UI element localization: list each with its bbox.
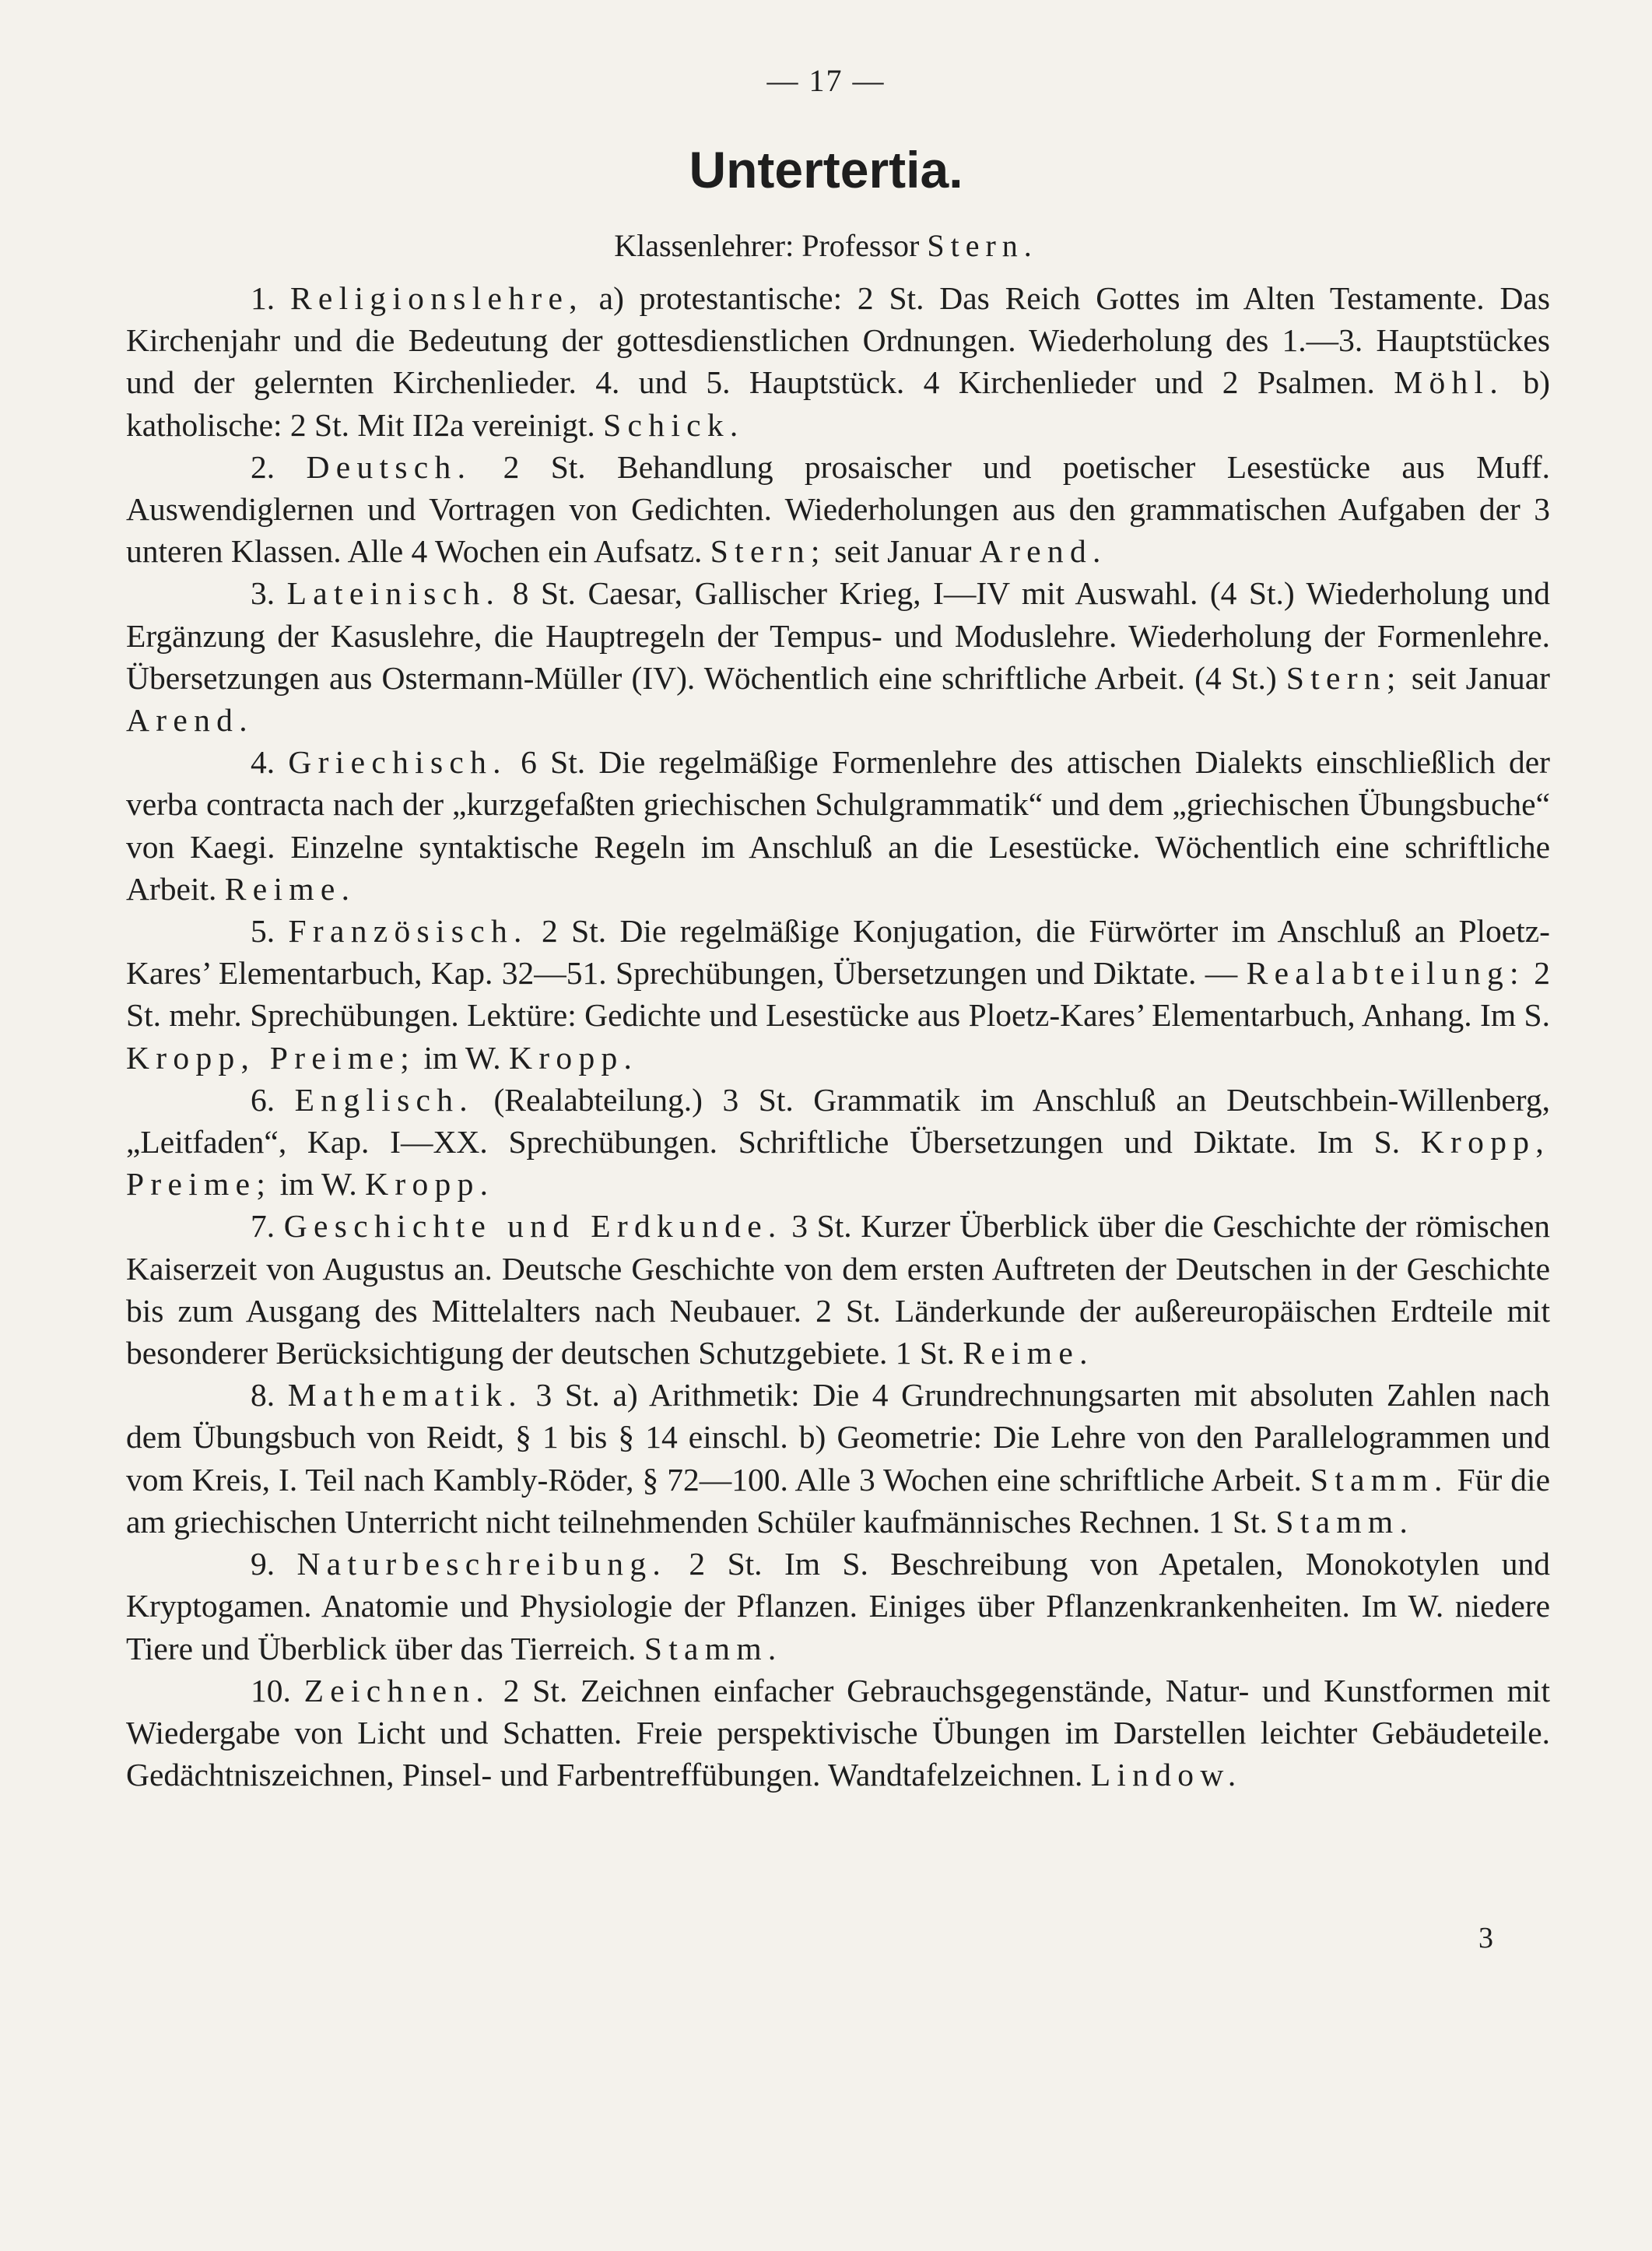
subject-number: 7. xyxy=(251,1208,275,1245)
subject-number: 5. xyxy=(251,913,275,950)
class-teacher-label: Klassenlehrer: Professor xyxy=(614,228,920,263)
subject-text: im W. xyxy=(272,1166,366,1203)
subject-text: seit Januar xyxy=(1401,659,1550,696)
subject-englisch xyxy=(126,1079,1550,1206)
subject-number: 3. xyxy=(251,575,275,612)
teacher-name: Arend. xyxy=(979,533,1107,570)
teacher-name: Stern; xyxy=(1285,659,1402,696)
subject-text: 6 St. Die regelmäßige Formenlehre des attischen Dialekts einschließlich der verba contracta nach der „kurzgefaßten griechischen Schulgrammatik“ und dem „griechischen Übungsbuche“ von Kaegi. Einzelne syntaktische Regeln im Anschluß an die Lesestücke. Wöchentlich eine schriftliche Arbeit. xyxy=(126,744,1550,907)
sheet-signature-number: 3 xyxy=(1478,1922,1493,1954)
subject-griechisch xyxy=(126,741,1550,910)
subject-number: 10. xyxy=(251,1672,291,1708)
subject-name: Deutsch. xyxy=(306,448,472,485)
teacher-name: Reime. xyxy=(224,870,356,907)
subject-number: 8. xyxy=(251,1377,275,1413)
subject-zeichnen xyxy=(126,1670,1550,1796)
subject-number: 6. xyxy=(251,1081,275,1118)
subject-text: seit Januar xyxy=(826,533,980,570)
subject-text: (Realabteilung.) 3 St. Grammatik im Anschluß an Deutschbein-Willenberg, „Leitfaden“, Kap. I—XX. Sprechübungen. Schriftliche Übersetzungen und Diktate. Im S. xyxy=(126,1081,1551,1161)
subject-mathematik xyxy=(126,1374,1550,1543)
subject-name: Zeichnen. xyxy=(303,1672,491,1708)
teacher-name: Stamm. xyxy=(1275,1503,1415,1540)
subject-name: Französisch. xyxy=(288,913,528,950)
teacher-name: Arend. xyxy=(126,702,254,739)
subject-name: Religionslehre, xyxy=(289,280,584,316)
teacher-name: Reime. xyxy=(963,1335,1094,1371)
subject-name: Geschichte und Erdkunde. xyxy=(283,1208,783,1245)
subject-number: 2. xyxy=(251,448,275,485)
page-number: — 17 — xyxy=(766,63,886,98)
teacher-name: Stern; xyxy=(710,533,826,570)
curriculum-body xyxy=(126,277,1550,1796)
subject-name: Englisch. xyxy=(294,1081,474,1118)
subject-text: b) katholische: 2 St. Mit II2a vereinigt. xyxy=(126,364,1550,443)
teacher-name: Kropp, Preime; xyxy=(126,1039,416,1076)
teacher-name: Kropp, Preime; xyxy=(126,1124,1550,1203)
subject-number: 9. xyxy=(251,1546,275,1582)
section-label: Realabteilung: xyxy=(1246,955,1525,992)
subject-text: 2 St. Im S. Beschreibung von Apetalen, Monokotylen und Kryptogamen. Anatomie und Physiologie der Pflanzen. Einiges über Pflanzenkrankenheiten. Im W. niedere Tiere und Überblick über das Tierreich. xyxy=(126,1546,1551,1666)
teacher-name: Stamm. xyxy=(1310,1461,1449,1498)
teacher-name: Möhl. xyxy=(1394,364,1505,401)
subject-text: 3 St. a) Arithmetik: Die 4 Grundrechnungsarten mit absoluten Zahlen nach dem Übungsbuch von Reidt, § 1 bis § 14 einschl. b) Geometrie: Die Lehre von den Parallelogrammen und vom Kreis, I. Teil nach Kambly-Röder, § 72—100. Alle 3 Wochen eine schriftliche Arbeit. xyxy=(126,1377,1551,1498)
subject-name: Lateinisch. xyxy=(286,575,501,612)
subject-geschichte-erdkunde xyxy=(126,1205,1550,1374)
page-title: Untertertia. xyxy=(689,141,963,198)
teacher-name: Kropp. xyxy=(365,1166,495,1203)
subject-text: im W. xyxy=(416,1039,509,1076)
teacher-name: Lindow. xyxy=(1090,1757,1243,1793)
subject-text: 2 St. mehr. Sprechübungen. Lektüre: Gedichte und Lesestücke aus Ploetz-Kares’ Elementarbuch, Anhang. Im S. xyxy=(126,955,1550,1034)
subject-text: 2 St. Zeichnen einfacher Gebrauchsgegenstände, Natur- und Kunstformen mit Wiedergabe von Licht und Schatten. Freie perspektivische Übungen im Darstellen leichter Gebäudeteile. Gedächtniszeichnen, Pinsel- und Farbentreffübungen. Wandtafelzeichnen. xyxy=(126,1672,1550,1793)
teacher-name: Kropp. xyxy=(509,1039,639,1076)
subject-text: 2 St. Behandlung prosaischer und poetischer Lesestücke aus Muff. Auswendiglernen und Vortragen von Gedichten. Wiederholungen aus den grammatischen Aufgaben der 3 unteren Klassen. Alle 4 Wochen ein Aufsatz. xyxy=(126,448,1551,570)
subject-text: a) protestantische: 2 St. Das Reich Gottes im Alten Testamente. Das Kirchenjahr und die Bedeutung der gottesdienstlichen Ordnungen. Wiederholung des 1.—3. Hauptstückes und der gelernten Kirchenlieder. 4. und 5. Hauptstück. 4 Kirchenlieder und 2 Psalmen. xyxy=(126,280,1551,401)
class-teacher-line xyxy=(0,227,1652,264)
subject-name: Griechisch. xyxy=(288,744,507,781)
subject-text: 2 St. Die regelmäßige Konjugation, die Fürwörter im Anschluß an Ploetz-Kares’ Elementarbuch, Kap. 32—51. Sprechübungen, Übersetzungen und Diktate. — xyxy=(126,913,1550,992)
subject-text: 3 St. Kurzer Überblick über die Geschichte der römischen Kaiserzeit von Augustus an. Deutsche Geschichte von dem ersten Auftreten der Deutschen in der Geschichte bis zum Ausgang des Mittelalters nach Neubauer. 2 St. Länderkunde der außereuropäischen Erdteile mit besonderer Berücksichtigung der deutschen Schutzgebiete. 1 St. xyxy=(126,1208,1550,1371)
subject-name: Mathematik. xyxy=(287,1377,523,1413)
subject-franzoesisch xyxy=(126,910,1550,1079)
subject-deutsch xyxy=(126,446,1550,573)
subject-religion xyxy=(126,277,1550,446)
teacher-name: Schick. xyxy=(603,406,745,443)
teacher-name: Stamm. xyxy=(644,1630,783,1666)
class-teacher-name: Stern. xyxy=(927,228,1038,263)
subject-name: Naturbeschreibung. xyxy=(296,1546,668,1582)
subject-latein xyxy=(126,572,1550,741)
subject-text: Für die am griechischen Unterricht nicht teilnehmenden Schüler kaufmännisches Rechnen. 1 St. xyxy=(126,1461,1551,1540)
subject-naturbeschreibung xyxy=(126,1543,1550,1670)
subject-number: 1. xyxy=(251,280,275,316)
subject-text: 8 St. Caesar, Gallischer Krieg, I—IV mit Auswahl. (4 St.) Wiederholung und Ergänzung der Kasuslehre, die Hauptregeln der Tempus- und Moduslehre. Wiederholung der Formenlehre. Übersetzungen aus Ostermann-Müller (IV). Wöchentlich eine schriftliche Arbeit. (4 St.) xyxy=(126,575,1550,696)
subject-number: 4. xyxy=(251,744,275,781)
